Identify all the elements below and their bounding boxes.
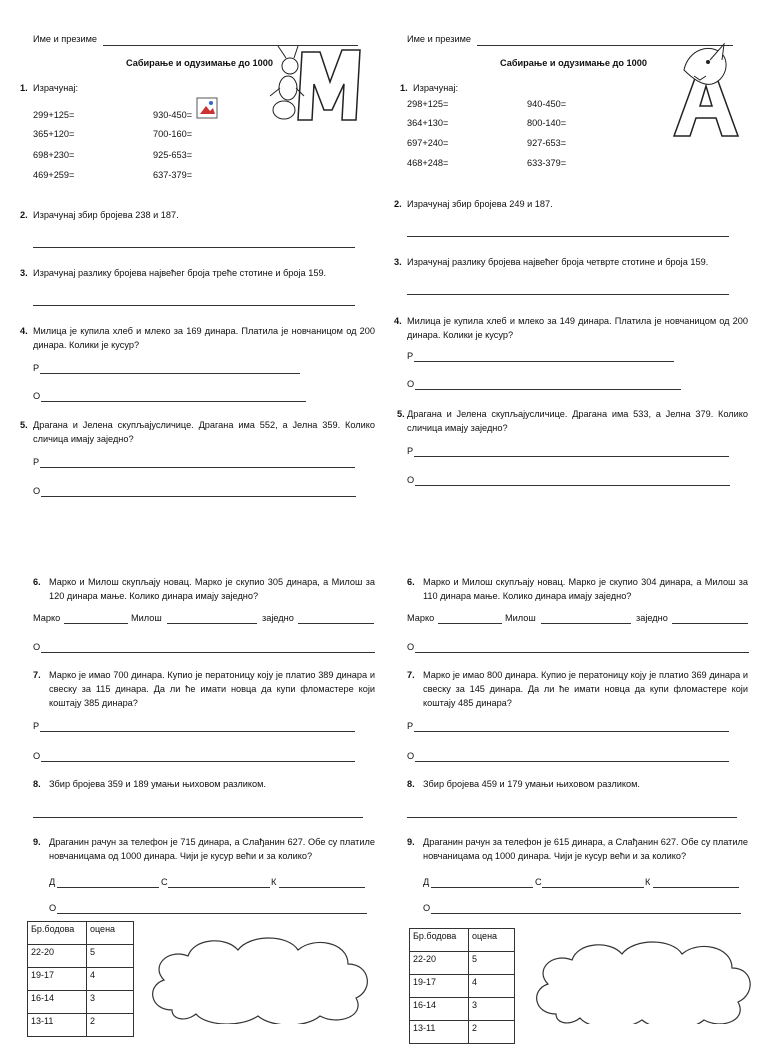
cloud-shape xyxy=(142,930,378,1024)
table-cell: 3 xyxy=(87,991,134,1014)
result-label: Р xyxy=(33,457,40,467)
answer-label: О xyxy=(407,751,415,761)
together-label: заједно xyxy=(262,613,294,623)
result-label: Р xyxy=(407,351,414,361)
milos-label: Милош xyxy=(131,613,162,623)
result-label: Р xyxy=(407,721,414,731)
q6-text: Марко и Милош скупљају новац. Марко је скупио 304 динара, а Милош за 110 динара мање. Колико динара имају заједно? xyxy=(423,577,748,601)
answer-line xyxy=(41,401,306,402)
q3-text: Израчунај разлику бројева највећег броја четврте стотине и броја 159. xyxy=(407,257,709,267)
answer-line xyxy=(653,887,739,888)
name-label: Име и презиме xyxy=(33,34,98,44)
grading-table xyxy=(409,928,515,1044)
answer-line xyxy=(33,247,355,248)
result-label: Р xyxy=(407,446,414,456)
answer-line xyxy=(57,887,159,888)
answer-line xyxy=(298,623,374,624)
q9-text: Драганин рачун за телефон је 615 динара, а Слађанин 627. Обе су платиле новчаницама од 1000 динара. Чији је кусур већи и за колико? xyxy=(423,837,748,861)
table-cell: 5 xyxy=(469,952,515,975)
grading-table xyxy=(27,921,134,1037)
together-label: заједно xyxy=(636,613,668,623)
table-cell: 22-20 xyxy=(28,945,87,968)
table-row xyxy=(28,945,134,968)
table-row xyxy=(28,991,134,1014)
answer-label: О xyxy=(407,642,415,652)
q1-expr: 364+130= xyxy=(407,118,449,128)
answer-line xyxy=(40,731,355,732)
table-cell: 16-14 xyxy=(28,991,87,1014)
table-row xyxy=(410,952,515,975)
q7-text: Марко је имао 700 динара. Купио је ператоницу коју је платио 389 динара и свеску за 115 динара. Да ли ће имати новца да купи фломастере који коштају 385 динара? xyxy=(49,670,375,708)
q7-number: 7. xyxy=(33,670,41,680)
q1-expr: 468+248= xyxy=(407,158,449,168)
q1-expr: 298+125= xyxy=(407,99,449,109)
table-cell: 13-11 xyxy=(28,1014,87,1037)
table-header: Бр.бодова xyxy=(410,929,469,952)
answer-line xyxy=(407,817,737,818)
d-label: Д xyxy=(49,877,56,887)
answer-line xyxy=(542,887,644,888)
q1-label: Израчунај: xyxy=(413,83,458,93)
q8-text: Збир бројева 459 и 179 умањи њиховом разликом. xyxy=(423,779,640,789)
q1-expr: 927-653= xyxy=(527,138,567,148)
q7-number: 7. xyxy=(407,670,415,680)
q6-text: Марко и Милош скупљају новац. Марко је скупио 305 динара, а Милош за 120 динара мање. Колико динара имају заједно? xyxy=(49,577,375,601)
answer-label: О xyxy=(407,475,415,485)
table-row xyxy=(410,998,515,1021)
result-label: Р xyxy=(33,363,40,373)
q1-number: 1. xyxy=(20,83,28,93)
answer-line xyxy=(407,236,729,237)
result-label: Р xyxy=(33,721,40,731)
s-label: С xyxy=(535,877,542,887)
q4-text: Милица је купила хлеб и млеко за 169 динара. Платила је новчаницом од 200 динара. Колики је кусур? xyxy=(33,326,375,350)
answer-line xyxy=(431,887,533,888)
answer-line xyxy=(438,623,502,624)
q3-text: Израчунај разлику бројева највећег броја треће стотине и броја 159. xyxy=(33,268,327,278)
table-cell: 13-11 xyxy=(410,1021,469,1044)
answer-line xyxy=(407,294,729,295)
answer-line xyxy=(40,373,300,374)
q1-expr: 698+230= xyxy=(33,150,75,160)
table-row xyxy=(28,922,134,945)
k-label: К xyxy=(271,877,277,887)
ant-letter-m-illustration xyxy=(268,44,363,124)
q1-expr: 930-450= xyxy=(153,110,193,120)
answer-line xyxy=(415,761,729,762)
q3-number: 3. xyxy=(394,257,402,267)
s-label: С xyxy=(161,877,168,887)
q5-number: 5. xyxy=(20,420,28,430)
q5-number: 5. xyxy=(397,409,405,419)
answer-line xyxy=(415,652,749,653)
table-cell: 19-17 xyxy=(410,975,469,998)
worksheet-title: Сабирање и одузимање до 1000 xyxy=(500,58,647,68)
answer-label: О xyxy=(33,642,41,652)
q1-expr: 633-379= xyxy=(527,158,567,168)
q1-expr: 299+125= xyxy=(33,110,75,120)
q9-number: 9. xyxy=(407,837,415,847)
answer-line xyxy=(414,456,729,457)
q8-text: Збир бројева 359 и 189 умањи њиховом разликом. xyxy=(49,779,266,789)
table-cell: 2 xyxy=(87,1014,134,1037)
table-cell: 5 xyxy=(87,945,134,968)
table-cell: 16-14 xyxy=(410,998,469,1021)
answer-line xyxy=(33,817,363,818)
answer-line xyxy=(57,913,367,914)
milos-label: Милош xyxy=(505,613,536,623)
q1-expr: 637-379= xyxy=(153,170,193,180)
table-cell: 3 xyxy=(469,998,515,1021)
q9-text: Драганин рачун за телефон је 715 динара, а Слађанин 627. Обе су платиле новчаницама од 1000 динара. Чији је кусур већи и за колико? xyxy=(49,837,375,861)
q1-expr: 469+259= xyxy=(33,170,75,180)
answer-line xyxy=(415,485,730,486)
answer-line xyxy=(33,305,355,306)
q2-number: 2. xyxy=(394,199,402,209)
table-cell: 2 xyxy=(469,1021,515,1044)
q1-expr: 940-450= xyxy=(527,99,567,109)
answer-line xyxy=(279,887,365,888)
answer-line xyxy=(40,467,355,468)
table-cell: 4 xyxy=(87,968,134,991)
worksheet-title: Сабирање и одузимање до 1000 xyxy=(126,58,273,68)
name-label: Име и презиме xyxy=(407,34,472,44)
q4-number: 4. xyxy=(20,326,28,336)
table-header: оцена xyxy=(87,922,134,945)
table-header: Бр.бодова xyxy=(28,922,87,945)
answer-label: О xyxy=(33,391,41,401)
q6-number: 6. xyxy=(33,577,41,587)
answer-line xyxy=(167,623,257,624)
answer-line xyxy=(41,652,375,653)
answer-line xyxy=(414,731,729,732)
answer-label: О xyxy=(33,486,41,496)
answer-line xyxy=(168,887,270,888)
q2-number: 2. xyxy=(20,210,28,220)
q2-text: Израчунај збир бројева 238 и 187. xyxy=(33,210,179,220)
q8-number: 8. xyxy=(33,779,41,789)
answer-label: О xyxy=(423,903,431,913)
q5-text: Драгана и Јелена скупљајусличице. Драгана има 552, а Јелна 359. Колико сличица имају заједно? xyxy=(33,420,375,444)
d-label: Д xyxy=(423,877,430,887)
answer-line xyxy=(414,361,674,362)
table-cell: 22-20 xyxy=(410,952,469,975)
q6-number: 6. xyxy=(407,577,415,587)
q1-expr: 700-160= xyxy=(153,129,193,139)
k-label: К xyxy=(645,877,651,887)
q5-text: Драгана и Јелена скупљајусличице. Драгана има 533, а Јелна 379. Колико сличица имају заједно? xyxy=(407,409,748,433)
q1-expr: 697+240= xyxy=(407,138,449,148)
table-cell: 4 xyxy=(469,975,515,998)
picture-icon xyxy=(196,97,218,119)
answer-label: О xyxy=(33,751,41,761)
table-cell: 19-17 xyxy=(28,968,87,991)
table-header: оцена xyxy=(469,929,515,952)
q7-text: Марко је имао 800 динара. Купио је ператоницу коју је платио 369 динара и свеску за 145 динара. Да ли ће имати новца да купи фломастере који коштају 485 динара? xyxy=(423,670,748,708)
q4-number: 4. xyxy=(394,316,402,326)
answer-line xyxy=(431,913,741,914)
shark-letter-a-illustration xyxy=(664,40,744,138)
q9-number: 9. xyxy=(33,837,41,847)
answer-line xyxy=(64,623,128,624)
q1-label: Израчунај: xyxy=(33,83,78,93)
q8-number: 8. xyxy=(407,779,415,789)
answer-line xyxy=(672,623,748,624)
q4-text: Милица је купила хлеб и млеко за 149 динара. Платила је новчаницом од 200 динара. Колики је кусур? xyxy=(407,316,748,340)
answer-label: О xyxy=(49,903,57,913)
table-row xyxy=(28,968,134,991)
marko-label: Марко xyxy=(33,613,61,623)
answer-line xyxy=(541,623,631,624)
marko-label: Марко xyxy=(407,613,435,623)
table-row xyxy=(410,975,515,998)
q2-text: Израчунај збир бројева 249 и 187. xyxy=(407,199,553,209)
q1-expr: 365+120= xyxy=(33,129,75,139)
q1-expr: 800-140= xyxy=(527,118,567,128)
answer-line xyxy=(415,389,681,390)
answer-line xyxy=(41,496,356,497)
cloud-shape xyxy=(526,934,758,1024)
q1-number: 1. xyxy=(400,83,408,93)
q1-expr: 925-653= xyxy=(153,150,193,160)
answer-label: О xyxy=(407,379,415,389)
table-row xyxy=(28,1014,134,1037)
table-row xyxy=(410,929,515,952)
q3-number: 3. xyxy=(20,268,28,278)
answer-line xyxy=(41,761,355,762)
